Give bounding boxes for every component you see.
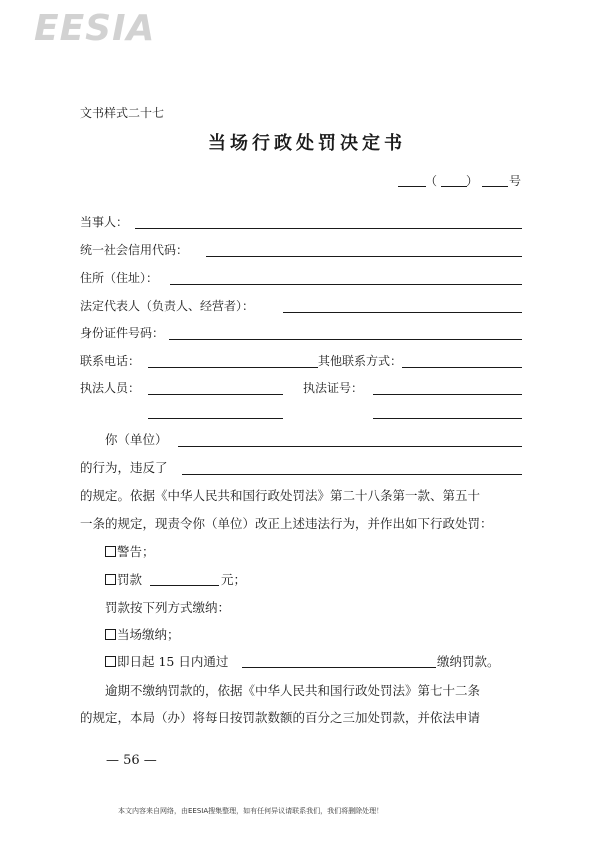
fine-option[interactable] [105,570,142,588]
pay-on-site-option[interactable] [105,625,180,643]
fine-unit: 元； [221,572,247,587]
officer-label: 执法人员： [80,381,141,395]
other-contact-line [402,367,522,368]
pay-channel-line [242,667,436,668]
doc-number-close: ） [466,174,479,188]
phone-line [148,367,318,368]
officer-line-2 [148,418,283,419]
logo: EESIA [34,8,156,49]
party-label: 当事人： [80,215,129,229]
warning-checkbox[interactable] [105,546,116,557]
other-contact-label: 其他联系方式： [318,354,403,368]
provision-line-1: 的规定。依据《中华人民共和国行政处罚法》第二十八条第一款、第五十 [80,488,481,503]
party-line [135,228,522,229]
pay-on-site-label: 当场缴纳； [117,627,180,642]
page-number: — 56 — [106,753,157,768]
overdue-line-2: 的规定，本局（办）将每日按罚款数额的百分之三加处罚款，并依法申请 [80,710,481,725]
legal-rep-label: 法定代表人（负责人、经营者）： [80,299,255,313]
form-label: 文书样式二十七 [80,106,165,120]
credit-code-label: 统一社会信用代码： [80,243,189,257]
legal-rep-line [283,312,522,313]
behavior-label: 的行为，违反了 [80,460,168,475]
doc-number-suffix: 号 [509,174,522,188]
you-unit-line [178,446,522,447]
warning-label: 警告； [117,544,155,559]
cert-no-label: 执法证号： [303,381,364,395]
pay-within-label-a: 即日起 15 日内通过 [117,654,229,669]
payment-methods-label: 罚款按下列方式缴纳： [105,600,231,615]
pay-on-site-checkbox[interactable] [105,629,116,640]
fine-checkbox[interactable] [105,574,116,585]
id-number-label: 身份证件号码： [80,326,165,340]
page-title: 当场行政处罚决定书 [208,133,406,154]
address-line [170,284,522,285]
id-number-line [169,339,522,340]
behavior-line [182,474,522,475]
fine-label: 罚款 [117,572,143,587]
officer-line-1 [148,394,283,395]
provision-line-2: 一条的规定，现责令你（单位）改正上述违法行为，并作出如下行政处罚： [80,516,493,531]
cert-no-line-2 [373,418,522,419]
pay-within-checkbox[interactable] [105,656,116,667]
footer-note: 本文内容来自网络，由EESIA搜集整理，如有任何异议请联系我们，我们将删除处理！ [118,807,384,815]
fine-amount-line [150,585,219,586]
cert-no-line-1 [373,394,522,395]
phone-label: 联系电话： [80,354,141,368]
address-label: 住所（住址）： [80,271,159,285]
pay-within-option[interactable] [105,652,228,670]
warning-option[interactable] [105,542,155,560]
you-unit-label: 你（单位） [105,432,168,447]
doc-number-open: （ [425,174,438,188]
credit-code-line [206,256,522,257]
pay-within-label-b: 缴纳罚款。 [437,654,500,669]
overdue-line-1: 逾期不缴纳罚款的，依据《中华人民共和国行政处罚法》第七十二条 [105,683,481,698]
